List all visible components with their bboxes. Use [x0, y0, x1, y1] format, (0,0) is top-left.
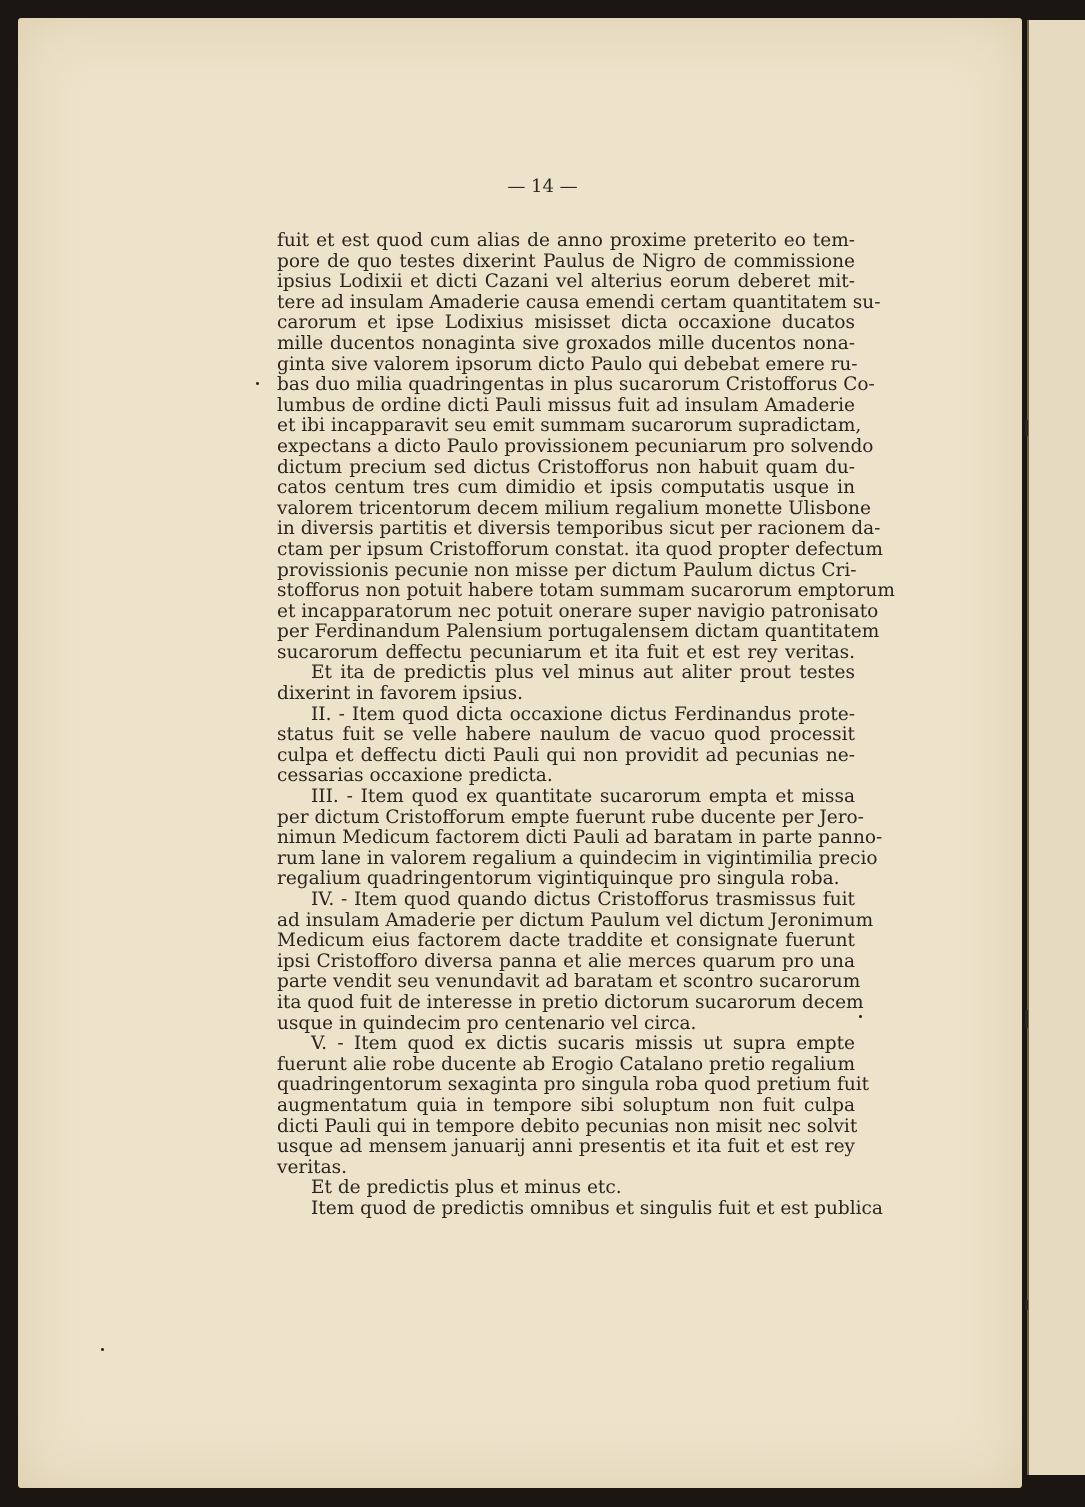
text-line: augmentatum quia in tempore sibi soluptum non fuit culpa [277, 1094, 855, 1116]
text-line: carorum et ipse Lodixius misisset dicta occaxione ducatos [277, 312, 855, 334]
text-line: pore de quo testes dixerint Paulus de Nigro de commissione [277, 250, 855, 272]
text-line: tere ad insulam Amaderie causa emendi certam quantitatem su- [277, 291, 881, 313]
text-line: fuit et est quod cum alias de anno proxime preterito eo tem- [277, 230, 855, 251]
text-line: provissionis pecunie non misse per dictum Paulum dictus Cri- [277, 559, 857, 581]
text-line: dixerint in favorem ipsius. [277, 683, 523, 705]
text-line: cessarias occaxione predicta. [277, 765, 553, 787]
text-line: sucarorum deffectu pecuniarum et ita fuit et est rey veritas. [277, 641, 855, 663]
text-line: expectans a dicto Paulo provissionem pecuniarum pro solvendo [277, 435, 874, 457]
text-line: II. - Item quod dicta occaxione dictus Ferdinandus prote- [311, 703, 855, 725]
text-line: ginta sive valorem ipsorum dicto Paulo qui debebat emere ru- [277, 353, 858, 375]
text-line: Medicum eius factorem dacte traddite et consignate fuerunt [277, 930, 855, 952]
text-line: dictum precium sed dictus Cristofforus non habuit quam du- [277, 456, 855, 478]
body-text [277, 230, 895, 1220]
text-line: ad insulam Amaderie per dictum Paulum vel dictum Jeronimum [277, 909, 874, 931]
text-line: dicti Pauli qui in tempore debito pecunias non misit nec solvit [277, 1115, 858, 1137]
text-line: Et de predictis plus et minus etc. [311, 1177, 622, 1199]
page-number: — 14 — [507, 176, 578, 197]
text-line: catos centum tres cum dimidio et ipsis computatis usque in [277, 477, 855, 499]
text-line: Et ita de predictis plus vel minus aut aliter prout testes [311, 662, 855, 684]
text-line: ita quod fuit de interesse in pretio dictorum sucarorum decem [277, 991, 864, 1013]
text-line: in diversis partitis et diversis temporibus sicut per racionem da- [277, 518, 881, 540]
text-line: et incapparatorum nec potuit onerare super navigio patronisato [277, 600, 879, 622]
text-line: rum lane in valorem regalium a quindecim in vigintimilia precio [277, 847, 878, 869]
text-line: valorem tricentorum decem milium regalium monette Ulisbone [277, 497, 871, 519]
text-line: lumbus de ordine dicti Pauli missus fuit ad insulam Amaderie [277, 394, 855, 416]
text-line: regalium quadringentorum vigintiquinque pro singula roba. [277, 868, 840, 890]
text-line: IV. - Item quod quando dictus Cristofforus trasmissus fuit [311, 889, 855, 910]
text-line: et ibi incapparavit seu emit summam sucarorum supradictam, [277, 415, 862, 437]
text-line: bas duo milia quadringentas in plus sucarorum Cristofforus Co- [277, 374, 875, 396]
facing-page-edge [1027, 20, 1085, 1475]
text-line: V. - Item quod ex dictis sucaris missis ut supra empte [311, 1033, 855, 1055]
margin-mark [1025, 1010, 1028, 1028]
text-line: parte vendit seu venundavit ad baratam et scontro sucarorum [277, 971, 861, 993]
text-line: nimun Medicum factorem dicti Pauli ad baratam in parte panno- [277, 827, 883, 849]
text-line: usque ad mensem januarij anni presentis et ita fuit et est rey [277, 1136, 855, 1158]
text-line: stofforus non potuit habere totam summam sucarorum emptorum [277, 580, 895, 602]
text-line: fuerunt alie robe ducente ab Erogio Catalano pretio regalium [277, 1053, 855, 1075]
ink-speck [101, 1348, 104, 1351]
ink-speck [859, 1015, 862, 1018]
text-line: ctam per ipsum Cristofforum constat. ita quod propter defectum [277, 538, 883, 560]
text-line: quadringentorum sexaginta pro singula roba quod pretium fuit [277, 1074, 870, 1096]
text-line: status fuit se velle habere naulum de vacuo quod processit [277, 724, 855, 746]
text-line: veritas. [277, 1156, 347, 1178]
text-line: per Ferdinandum Palensium portugalensem dictam quantitatem [277, 621, 880, 643]
ink-speck [256, 382, 259, 385]
text-line: ipsi Cristofforo diversa panna et alie merces quarum pro una [277, 950, 855, 972]
text-line: mille ducentos nonaginta sive groxados mille ducentos nona- [277, 332, 855, 354]
margin-mark [1025, 420, 1028, 436]
text-line: ipsius Lodixii et dicti Cazani vel alterius eorum deberet mit- [277, 271, 855, 293]
text-line: culpa et deffectu dicti Pauli qui non providit ad pecunias ne- [277, 744, 855, 766]
text-line: usque in quindecim pro centenario vel circa. [277, 1012, 697, 1034]
text-line: III. - Item quod ex quantitate sucarorum empta et missa [311, 786, 855, 808]
text-line: Item quod de predictis omnibus et singulis fuit et est publica [311, 1197, 883, 1219]
margin-mark [1025, 1300, 1028, 1310]
text-line: per dictum Cristofforum empte fuerunt rube ducente per Jero- [277, 806, 864, 828]
